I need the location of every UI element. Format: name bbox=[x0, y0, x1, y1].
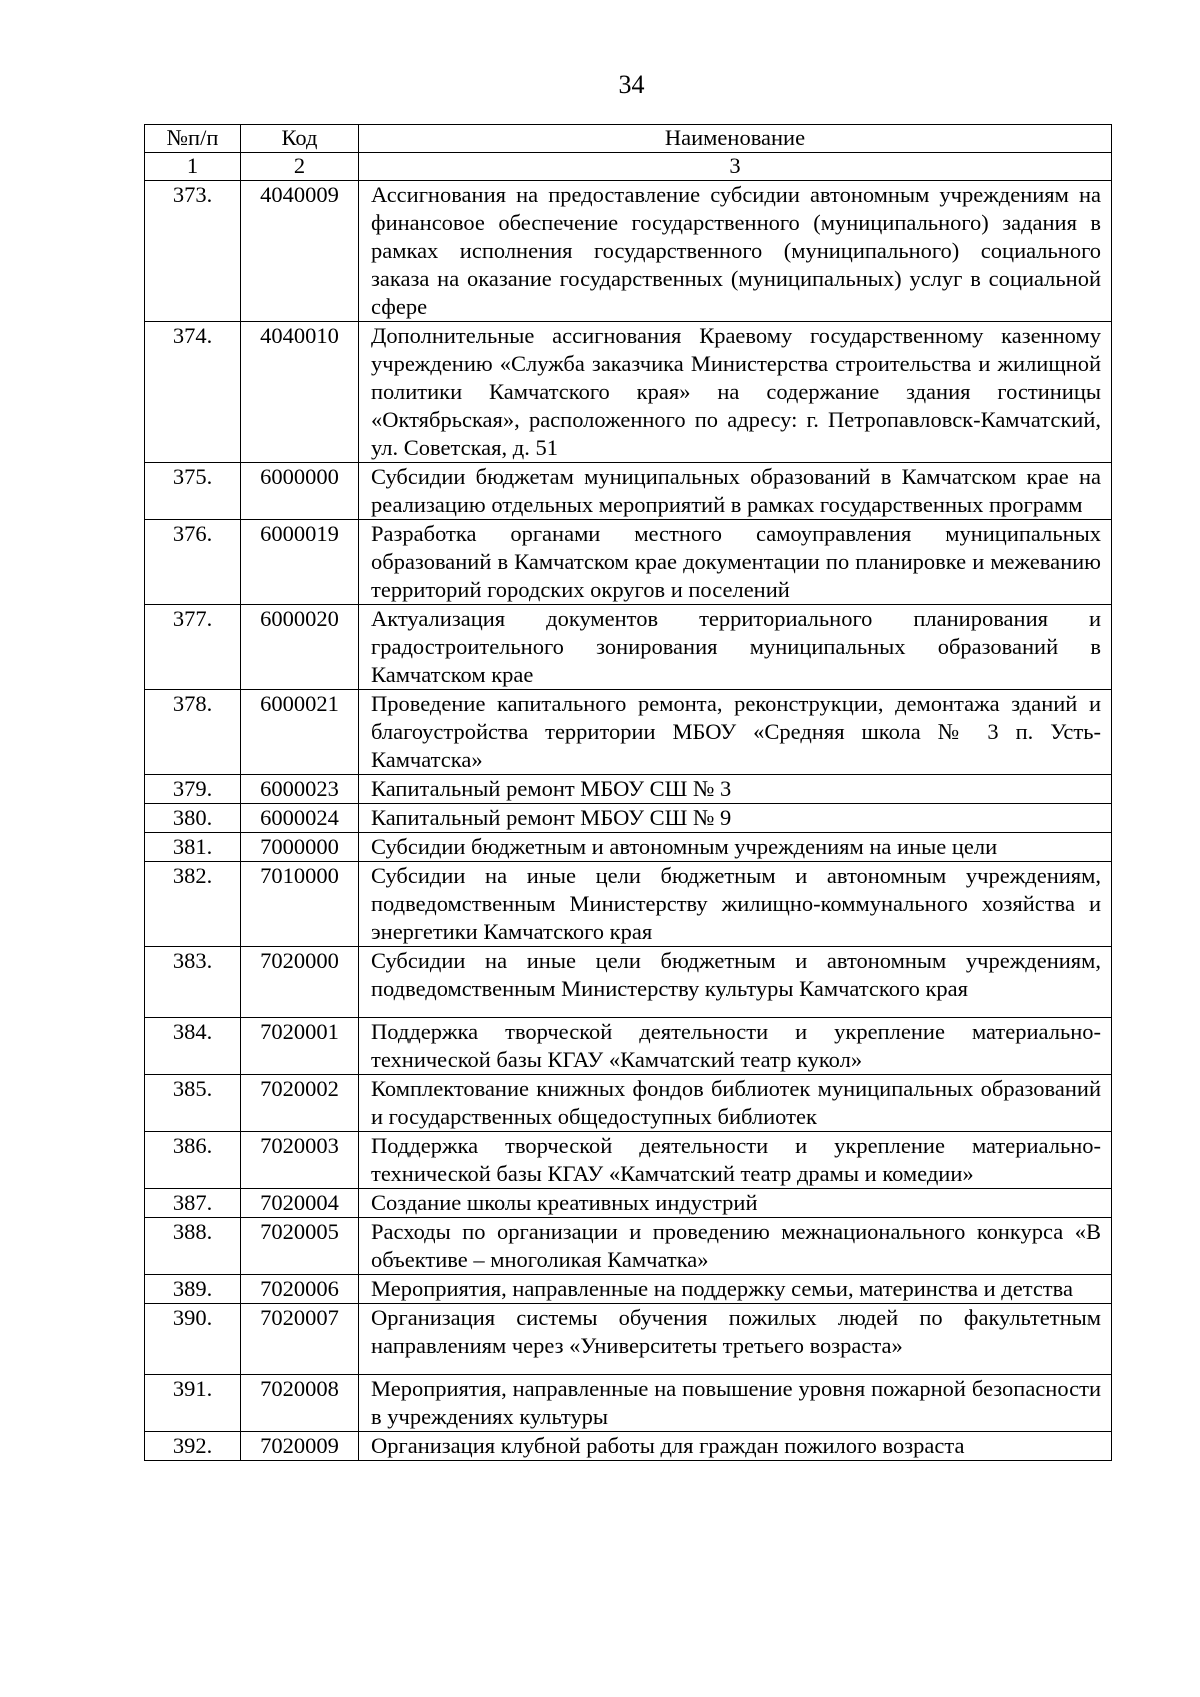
row-name: Поддержка творческой деятельности и укрепление материально-технической базы КГАУ «Камчатский театр кукол» bbox=[359, 1018, 1112, 1075]
row-code: 6000024 bbox=[241, 804, 359, 833]
row-code: 7020006 bbox=[241, 1275, 359, 1304]
table-row bbox=[145, 605, 1112, 690]
table-row bbox=[145, 463, 1112, 520]
row-name: Создание школы креативных индустрий bbox=[359, 1189, 1112, 1218]
row-code: 4040009 bbox=[241, 181, 359, 322]
table-row bbox=[145, 1075, 1112, 1132]
row-code: 6000021 bbox=[241, 690, 359, 775]
row-code: 7020002 bbox=[241, 1075, 359, 1132]
row-name: Мероприятия, направленные на повышение уровня пожарной безопасности в учреждениях культуры bbox=[359, 1375, 1112, 1432]
row-name: Капитальный ремонт МБОУ СШ № 3 bbox=[359, 775, 1112, 804]
column-index: 1 bbox=[145, 153, 241, 181]
row-number: 390. bbox=[145, 1304, 241, 1375]
table-row bbox=[145, 1132, 1112, 1189]
row-code: 7020003 bbox=[241, 1132, 359, 1189]
row-code: 7000000 bbox=[241, 833, 359, 862]
row-number: 379. bbox=[145, 775, 241, 804]
table-row bbox=[145, 833, 1112, 862]
column-index-row bbox=[145, 153, 1112, 181]
row-code: 7020001 bbox=[241, 1018, 359, 1075]
row-code: 7020009 bbox=[241, 1432, 359, 1461]
row-name: Организация системы обучения пожилых людей по факультетным направлениям через «Университеты третьего возраста» bbox=[359, 1304, 1112, 1375]
row-name: Расходы по организации и проведению межнационального конкурса «В объективе – многоликая Камчатка» bbox=[359, 1218, 1112, 1275]
row-name: Ассигнования на предоставление субсидии автономным учреждениям на финансовое обеспечение государственного (муниципального) задания в рамках исполнения государственного (муниципального) социального заказа на оказание государственных (муниципальных) услуг в социальной сфере bbox=[359, 181, 1112, 322]
table-row bbox=[145, 690, 1112, 775]
row-name: Субсидии бюджетным и автономным учреждениям на иные цели bbox=[359, 833, 1112, 862]
column-index: 3 bbox=[359, 153, 1112, 181]
row-code: 7020004 bbox=[241, 1189, 359, 1218]
row-number: 374. bbox=[145, 322, 241, 463]
page-number: 34 bbox=[618, 70, 645, 99]
table-row bbox=[145, 1304, 1112, 1375]
table-row bbox=[145, 1275, 1112, 1304]
row-name: Субсидии на иные цели бюджетным и автономным учреждениям, подведомственным Министерству культуры Камчатского края bbox=[359, 947, 1112, 1018]
row-number: 383. bbox=[145, 947, 241, 1018]
row-code: 7020005 bbox=[241, 1218, 359, 1275]
row-code: 6000019 bbox=[241, 520, 359, 605]
row-name: Мероприятия, направленные на поддержку семьи, материнства и детства bbox=[359, 1275, 1112, 1304]
table-row bbox=[145, 804, 1112, 833]
row-name: Проведение капитального ремонта, реконструкции, демонтажа зданий и благоустройства территории МБОУ «Средняя школа № 3 п. Усть-Камчатска» bbox=[359, 690, 1112, 775]
row-number: 389. bbox=[145, 1275, 241, 1304]
row-name: Актуализация документов территориального планирования и градостроительного зонирования муниципальных образований в Камчатском крае bbox=[359, 605, 1112, 690]
table-header-row bbox=[145, 125, 1112, 153]
row-number: 373. bbox=[145, 181, 241, 322]
table-row bbox=[145, 1018, 1112, 1075]
row-number: 387. bbox=[145, 1189, 241, 1218]
row-name: Комплектование книжных фондов библиотек муниципальных образований и государственных общедоступных библиотек bbox=[359, 1075, 1112, 1132]
header-code: Код bbox=[241, 125, 359, 153]
row-name: Поддержка творческой деятельности и укрепление материально-технической базы КГАУ «Камчатский театр драмы и комедии» bbox=[359, 1132, 1112, 1189]
row-number: 385. bbox=[145, 1075, 241, 1132]
table-row bbox=[145, 322, 1112, 463]
table-row bbox=[145, 1189, 1112, 1218]
row-code: 4040010 bbox=[241, 322, 359, 463]
row-name: Капитальный ремонт МБОУ СШ № 9 bbox=[359, 804, 1112, 833]
row-number: 388. bbox=[145, 1218, 241, 1275]
row-number: 380. bbox=[145, 804, 241, 833]
row-number: 376. bbox=[145, 520, 241, 605]
row-code: 6000000 bbox=[241, 463, 359, 520]
row-number: 384. bbox=[145, 1018, 241, 1075]
table-row bbox=[145, 520, 1112, 605]
row-code: 7010000 bbox=[241, 862, 359, 947]
table-row bbox=[145, 775, 1112, 804]
table-row bbox=[145, 947, 1112, 1018]
row-code: 6000023 bbox=[241, 775, 359, 804]
row-number: 391. bbox=[145, 1375, 241, 1432]
table-row bbox=[145, 181, 1112, 322]
row-code: 7020007 bbox=[241, 1304, 359, 1375]
row-code: 7020000 bbox=[241, 947, 359, 1018]
row-name: Организация клубной работы для граждан пожилого возраста bbox=[359, 1432, 1112, 1461]
row-number: 392. bbox=[145, 1432, 241, 1461]
column-index: 2 bbox=[241, 153, 359, 181]
table-row bbox=[145, 862, 1112, 947]
table-row bbox=[145, 1432, 1112, 1461]
table-row bbox=[145, 1375, 1112, 1432]
row-number: 386. bbox=[145, 1132, 241, 1189]
row-name: Субсидии бюджетам муниципальных образований в Камчатском крае на реализацию отдельных мероприятий в рамках государственных программ bbox=[359, 463, 1112, 520]
row-number: 381. bbox=[145, 833, 241, 862]
row-number: 377. bbox=[145, 605, 241, 690]
table-row bbox=[145, 1218, 1112, 1275]
header-number: №п/п bbox=[145, 125, 241, 153]
row-name: Разработка органами местного самоуправления муниципальных образований в Камчатском крае документации по планировке и межеванию территорий городских округов и поселений bbox=[359, 520, 1112, 605]
row-code: 7020008 bbox=[241, 1375, 359, 1432]
header-name: Наименование bbox=[359, 125, 1112, 153]
budget-code-table bbox=[144, 124, 1112, 1461]
row-number: 378. bbox=[145, 690, 241, 775]
row-name: Субсидии на иные цели бюджетным и автономным учреждениям, подведомственным Министерству жилищно-коммунального хозяйства и энергетики Камчатского края bbox=[359, 862, 1112, 947]
row-name: Дополнительные ассигнования Краевому государственному казенному учреждению «Служба заказчика Министерства строительства и жилищной политики Камчатского края» на содержание здания гостиницы «Октябрьская», расположенного по адресу: г. Петропавловск-Камчатский, ул. Советская, д. 51 bbox=[359, 322, 1112, 463]
row-number: 382. bbox=[145, 862, 241, 947]
row-number: 375. bbox=[145, 463, 241, 520]
row-code: 6000020 bbox=[241, 605, 359, 690]
